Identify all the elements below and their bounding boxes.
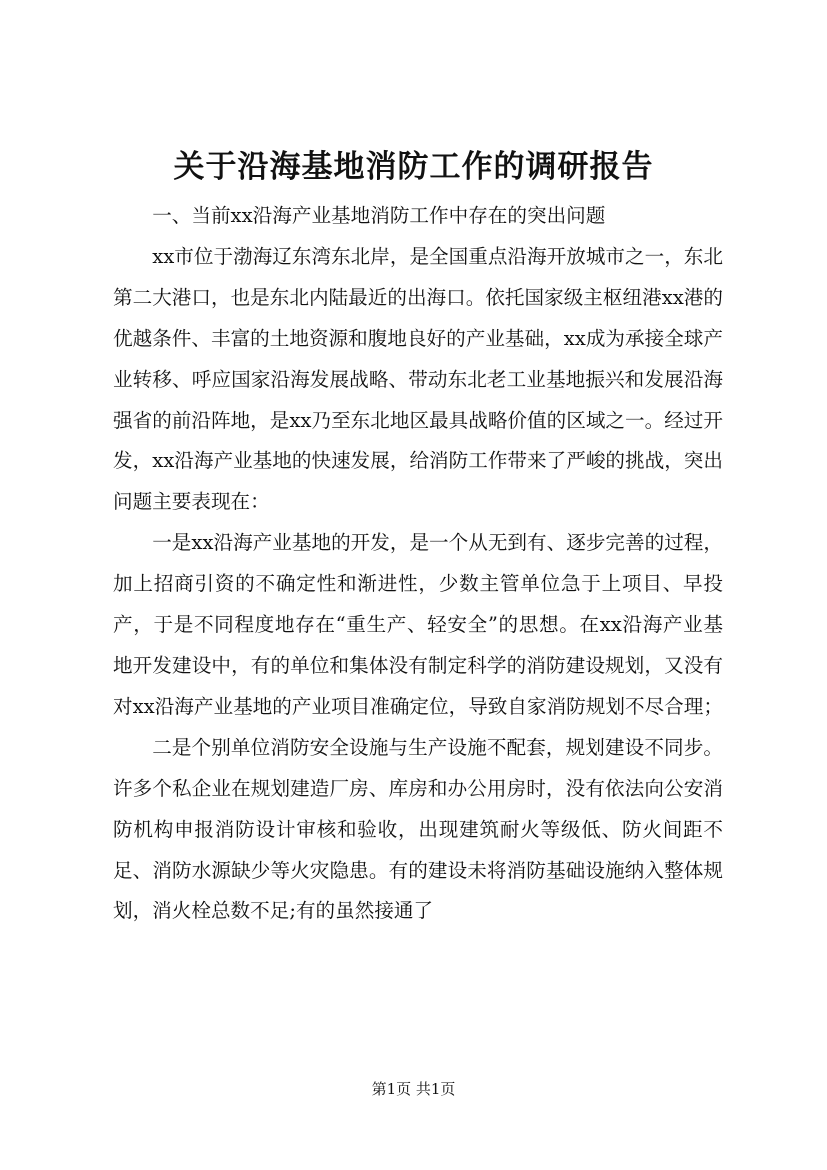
section-heading: 一、当前xx沿海产业基地消防工作中存在的突出问题 [152, 204, 606, 227]
page-footer: 第1页 共1页 [371, 1080, 456, 1098]
paragraph: 一是xx沿海产业基地的开发，是一个从无到有、逐步完善的过程，加上招商引资的不确定性和渐进性，少数主管单位急于上项目、早投产，于是不同程度地存在“重生产、轻安全”的思想。在xx沿海产业基地开发建设中，有的单位和集体没有制定科学的消防建设规划，又没有对xx沿海产业基地的产业项目准确定位，导致自家消防规划不尽合理； [113, 531, 723, 718]
paragraph: xx市位于渤海辽东湾东北岸，是全国重点沿海开放城市之一，东北第二大港口，也是东北内陆最近的出海口。依托国家级主枢纽港xx港的优越条件、丰富的土地资源和腹地良好的产业基础，xx成为承接全球产业转移、呼应国家沿海发展战略、带动东北老工业基地振兴和发展沿海强省的前沿阵地，是xx乃至东北地区最具战略价值的区域之一。经过开发，xx沿海产业基地的快速发展，给消防工作带来了严峻的挑战，突出问题主要表现在： [113, 244, 723, 514]
paragraph: 二是个别单位消防安全设施与生产设施不配套，规划建设不同步。许多个私企业在规划建造厂房、库房和办公用房时，没有依法向公安消防机构申报消防设计审核和验收，出现建筑耐火等级低、防火间距不足、消防水源缺少等火灾隐患。有的建设未将消防基础设施纳入整体规划，消火栓总数不足;有的虽然接通了 [113, 735, 723, 923]
document-body [113, 196, 723, 932]
document-title: 关于沿海基地消防工作的调研报告 [173, 149, 654, 185]
